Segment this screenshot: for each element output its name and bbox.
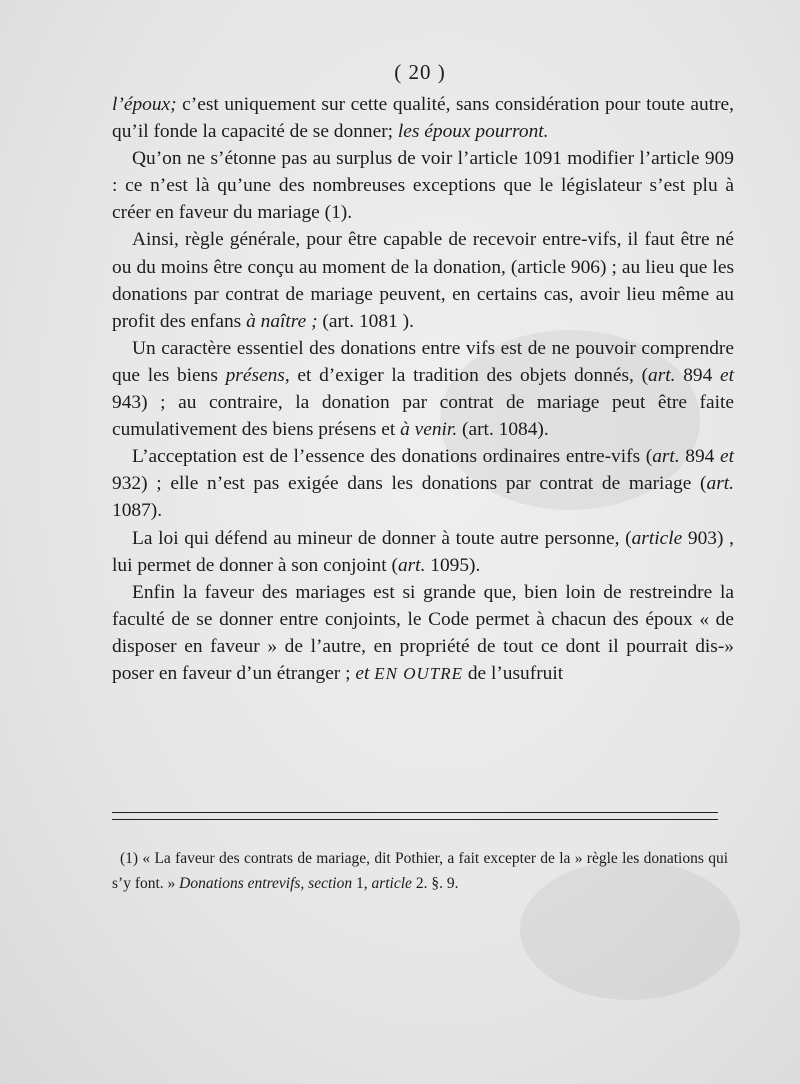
text-italic: article xyxy=(371,875,412,892)
paragraph-4 xyxy=(112,335,734,443)
text-run: Ainsi, règle générale, pour être capable de recevoir entre-vifs, il faut être né ou du moins être conçu au moment de la donation, (article 906) ; au lieu que les donations par contrat de mariage peuvent, en certains cas, avoir lieu même au profit des enfans xyxy=(112,229,734,332)
footnote-text xyxy=(112,846,728,896)
page-number: ( 20 ) xyxy=(394,60,446,84)
text-italic: à venir. xyxy=(400,419,458,441)
text-italic: présens xyxy=(225,364,285,386)
footnote-separator xyxy=(112,819,718,820)
text-run: 2. §. 9. xyxy=(411,875,459,892)
text-italic: et xyxy=(720,364,735,386)
body-text xyxy=(112,91,734,687)
text-run: 1, xyxy=(352,875,372,892)
text-run: 894 xyxy=(675,364,721,386)
text-run: (art. 1084). xyxy=(457,419,549,441)
text-run: 1087). xyxy=(112,500,163,522)
text-run: (art. 1081 ). xyxy=(317,310,414,332)
text-run: Un caractère essentiel des donations entre vifs est de ne pouvoir comprendre que les biens xyxy=(112,337,734,386)
text-run: 943) ; au contraire, la donation par contrat de mariage peut être faite cumulativement des biens présens et xyxy=(112,392,734,441)
footnote xyxy=(112,846,728,896)
text-run: de l’usufruit xyxy=(462,662,564,684)
text-run: , et d’exiger la tradition des objets donnés, ( xyxy=(284,364,649,386)
paragraph-1 xyxy=(112,91,734,145)
text-run: La loi qui défend au mineur de donner à toute autre personne, ( xyxy=(132,527,632,549)
paragraph-7 xyxy=(112,579,734,687)
paragraph-2: Qu’on ne s’étonne pas au surplus de voir l’article 1091 modifier l’article 909 : ce n’est là qu’une des nombreuses exceptions que le législateur s’est plu à créer en faveur du mariage (1). xyxy=(112,148,734,224)
paragraph-5 xyxy=(112,443,734,524)
text-run: 1095). xyxy=(425,554,481,576)
text-italic: et xyxy=(355,662,370,684)
text-italic: et xyxy=(720,446,734,468)
text-run: (1) « La faveur des contrats de mariage, dit Pothier, a fait excepter de la » règle les donations qui s’y font. » xyxy=(112,850,728,892)
text-italic: l’époux; xyxy=(112,94,177,115)
text-italic: les époux pourront. xyxy=(397,121,549,143)
text-run: L’acceptation est de l’essence des donations ordinaires entre-vifs ( xyxy=(132,446,653,468)
text-italic: Donations entrevifs, section xyxy=(179,875,353,892)
text-italic: art. xyxy=(648,364,676,386)
text-run: 932) ; elle n’est pas exigée dans les donations par contrat de mariage ( xyxy=(112,473,707,495)
paragraph-6 xyxy=(112,525,734,579)
text-run: 903) , lui permet de donner à son conjoint ( xyxy=(112,527,734,576)
text-run: 894 xyxy=(679,446,720,468)
text-italic: art. xyxy=(706,473,734,495)
text-italic: à naître ; xyxy=(246,310,318,332)
footnote-separator xyxy=(112,812,718,813)
text-italic: art. xyxy=(652,446,680,468)
text-italic: article xyxy=(631,527,683,549)
text-run: c’est uniquement sur cette qualité, sans considération pour toute autre, qu’il fonde la capacité de se donner; xyxy=(112,94,734,143)
text-small-caps: EN OUTRE xyxy=(374,663,463,683)
text-italic: art. xyxy=(397,554,426,576)
paragraph-3 xyxy=(112,226,734,334)
text-run: Enfin la faveur des mariages est si grande que, bien loin de restreindre la faculté de se donner entre conjoints, le Code permet à chacun des époux « de disposer en faveur » de l’autre, en propriété de tout ce dont il pourrait dis-» poser en faveur d’un étranger ; xyxy=(112,581,734,684)
